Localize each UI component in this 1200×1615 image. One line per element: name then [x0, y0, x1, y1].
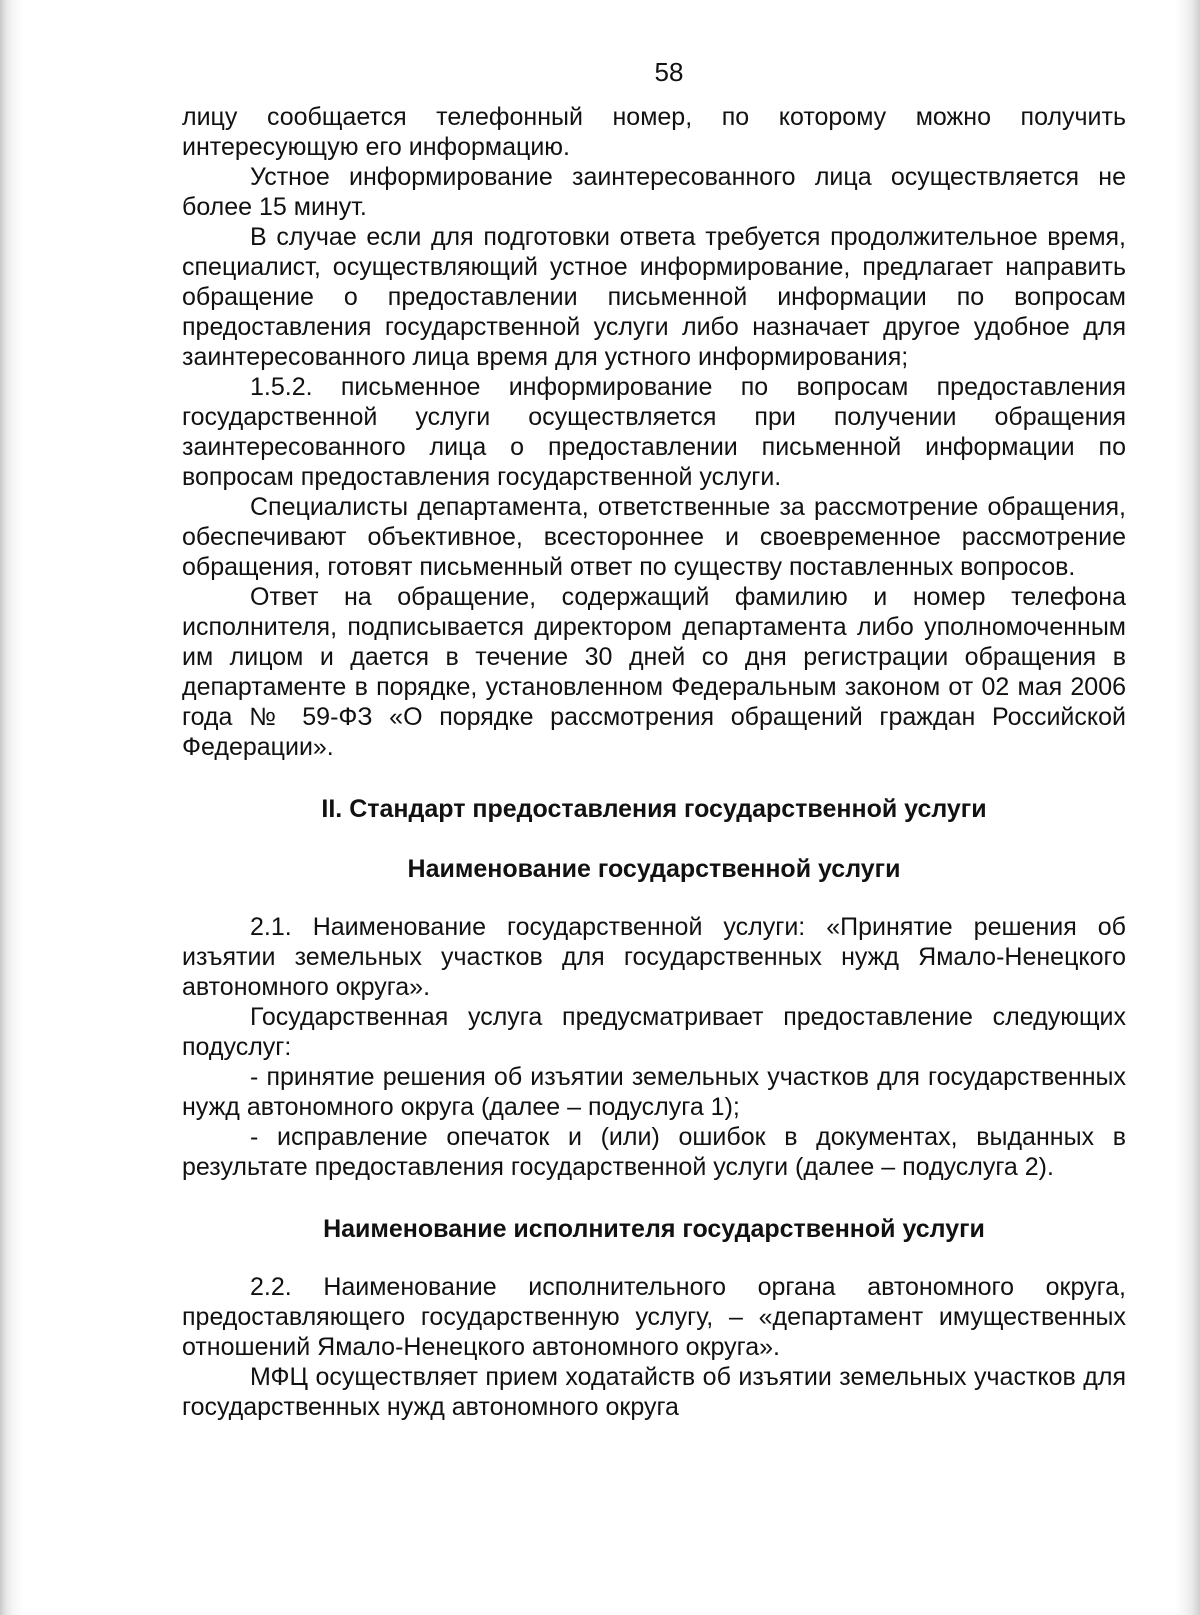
paragraph-subservices-intro: Государственная услуга предусматривает предоставление следующих подуслуг:: [182, 1003, 1126, 1061]
paragraph-written-informing: 1.5.2. письменное информирование по вопросам предоставления государственной услуги осуществляется при получении обращения заинтересованного лица о предоставлении письменной информации по вопросам предоставления государственной услуги.: [182, 373, 1126, 491]
paragraph-continuation: лицу сообщается телефонный номер, по которому можно получить интересующую его информацию.: [182, 103, 1126, 161]
list-item-subservice-1: - принятие решения об изъятии земельных участков для государственных нужд автономного округа (далее – подуслуга 1);: [182, 1063, 1126, 1121]
section-heading: II. Стандарт предоставления государственной услуги: [321, 795, 987, 823]
paragraph-executor-name: 2.2. Наименование исполнительного органа автономного округа, предоставляющего государственную услугу, – «департамент имущественных отношений Ямало-Ненецкого автономного округа».: [182, 1273, 1126, 1361]
spacer: [182, 1244, 1126, 1272]
page-number: 58: [654, 57, 684, 87]
spacer: [182, 884, 1126, 912]
scan-right-edge: [1174, 0, 1200, 1615]
scan-left-edge: [0, 0, 22, 1615]
spacer: [182, 762, 1126, 794]
subheading-service-name: Наименование государственной услуги: [407, 855, 901, 883]
spacer: [182, 824, 1126, 854]
spacer: [182, 1182, 1126, 1214]
paragraph-service-name: 2.1. Наименование государственной услуги: «Принятие решения об изъятии земельных участков для государственных нужд Ямало-Ненецкого автономного округа».: [182, 913, 1126, 1001]
paragraph-long-preparation: В случае если для подготовки ответа требуется продолжительное время, специалист, осуществляющий устное информирование, предлагает направить обращение о предоставлении письменной информации по вопросам предоставления государственной услуги либо назначает другое удобное для заинтересованного лица время для устного информирования;: [182, 223, 1126, 371]
paragraph-mfc: МФЦ осуществляет прием ходатайств об изъятии земельных участков для государственных нужд автономного округа: [182, 1363, 1126, 1421]
paragraph-specialists: Специалисты департамента, ответственные за рассмотрение обращения, обеспечивают объективное, всестороннее и своевременное рассмотрение обращения, готовят письменный ответ по существу поставленных вопросов.: [182, 493, 1126, 581]
paragraph-answer: Ответ на обращение, содержащий фамилию и номер телефона исполнителя, подписывается директором департамента либо уполномоченным им лицом и дается в течение 30 дней со дня регистрации обращения в департаменте в порядке, установленном Федеральным законом от 02 мая 2006 года № 59-ФЗ «О порядке рассмотрения обращений граждан Российской Федерации».: [182, 583, 1126, 761]
paragraph-oral-duration: Устное информирование заинтересованного лица осуществляется не более 15 минут.: [182, 163, 1126, 221]
document-page: [182, 52, 1126, 1422]
list-item-subservice-2: - исправление опечаток и (или) ошибок в документах, выданных в результате предоставления государственной услуги (далее – подуслуга 2).: [182, 1123, 1126, 1181]
subheading-executor: Наименование исполнителя государственной услуги: [323, 1215, 985, 1243]
